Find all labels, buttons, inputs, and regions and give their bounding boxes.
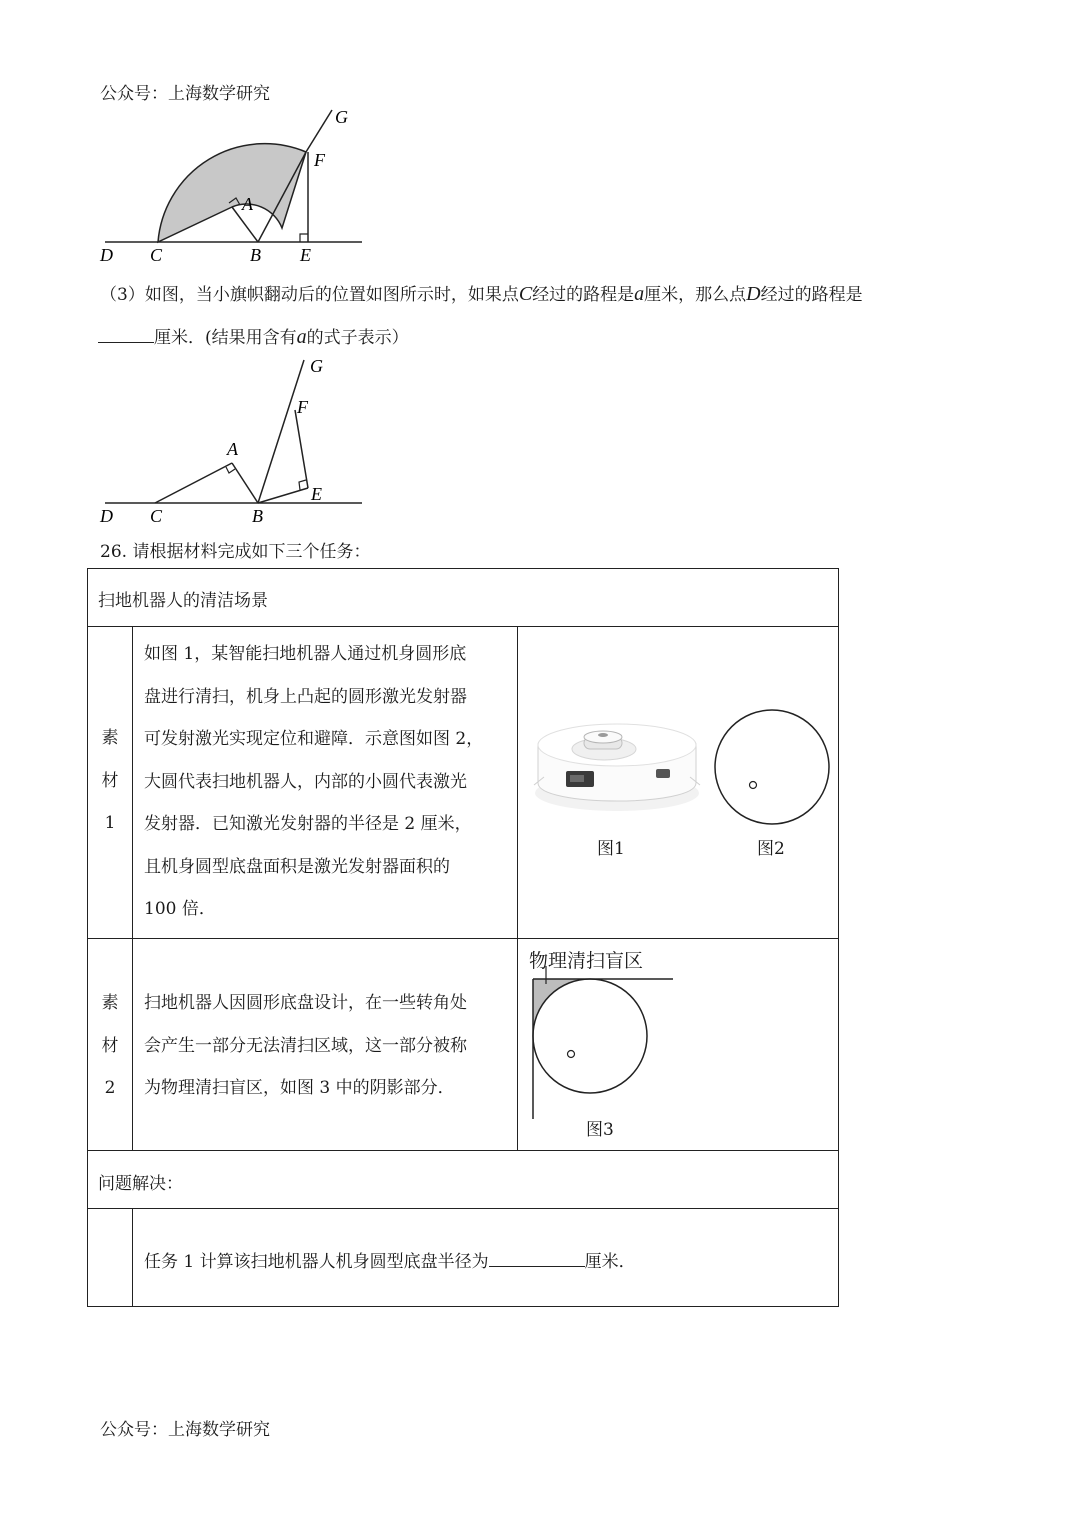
materials-table xyxy=(87,568,839,1307)
answer-blank-3 xyxy=(98,342,154,343)
fig3-caption: 图3 xyxy=(586,1120,614,1140)
label-e2: E xyxy=(311,484,322,504)
figure-mid xyxy=(95,355,375,530)
label-d2: D xyxy=(100,506,113,526)
figure-top xyxy=(95,105,375,270)
material1-text: 如图 1，某智能扫地机器人通过机身圆形底 盘进行清扫，机身上凸起的圆形激光发射器 可发射激光实现定位和避障．示意图如图 2， 大圆代表扫地机器人，内部的小圆代表激光 发射器．已知激光发射器的半径是 2 厘米， 且机身圆型底盘面积是激光发射器面积的 100 倍． xyxy=(144,644,484,919)
label-c2: C xyxy=(150,506,163,526)
material2-text: 扫地机器人因圆形底盘设计，在一些转角处 会产生一部分无法清扫区域，这一部分被称 为物理清扫盲区，如图 3 中的阴影部分． xyxy=(144,993,467,1098)
label-d: D xyxy=(100,245,113,265)
table-rule xyxy=(88,1208,838,1209)
fig2-diagram xyxy=(712,707,832,827)
footer-watermark: 公众号：上海数学研究 xyxy=(100,1420,270,1440)
material2-label: 素 材 2 xyxy=(101,993,119,1098)
fig1-caption: 图1 xyxy=(597,839,625,859)
table-rule xyxy=(132,938,133,1150)
table-rule xyxy=(132,1208,133,1306)
label-c: C xyxy=(150,245,163,265)
table-rule xyxy=(88,938,838,939)
table-rule xyxy=(517,626,518,938)
table-title: 扫地机器人的清洁场景 xyxy=(98,591,268,611)
label-f: F xyxy=(314,150,325,170)
label-f2: F xyxy=(297,397,308,417)
label-b2: B xyxy=(252,506,263,526)
question3-line1: （3）如图，当小旗帜翻动后的位置如图所示时，如果点C经过的路程是a厘米，那么点D经过的路程是 xyxy=(100,283,863,305)
table-rule xyxy=(88,1150,838,1151)
question3-line2: 厘米．(结果用含有a的式子表示） xyxy=(98,323,409,349)
fig3-title: 物理清扫盲区 xyxy=(529,950,644,972)
table-rule xyxy=(132,626,133,938)
fig3-diagram xyxy=(528,964,678,1124)
label-g2: G xyxy=(310,356,323,376)
robot-vacuum-image xyxy=(532,701,702,819)
answer-blank-task1 xyxy=(489,1266,585,1267)
label-a: A xyxy=(242,194,253,214)
label-a2: A xyxy=(227,439,238,459)
material1-label: 素 材 1 xyxy=(101,728,119,833)
table-rule xyxy=(88,626,838,627)
fig2-caption: 图2 xyxy=(757,839,785,859)
table-rule xyxy=(517,938,518,1150)
label-e: E xyxy=(300,245,311,265)
label-b: B xyxy=(250,245,261,265)
question26-intro: 26. 请根据材料完成如下三个任务： xyxy=(100,542,371,562)
problem-label: 问题解决： xyxy=(98,1174,183,1194)
header-watermark: 公众号：上海数学研究 xyxy=(100,84,270,104)
label-g: G xyxy=(335,107,348,127)
task1-text: 任务 1 计算该扫地机器人机身圆型底盘半径为 厘米． xyxy=(144,1252,636,1272)
